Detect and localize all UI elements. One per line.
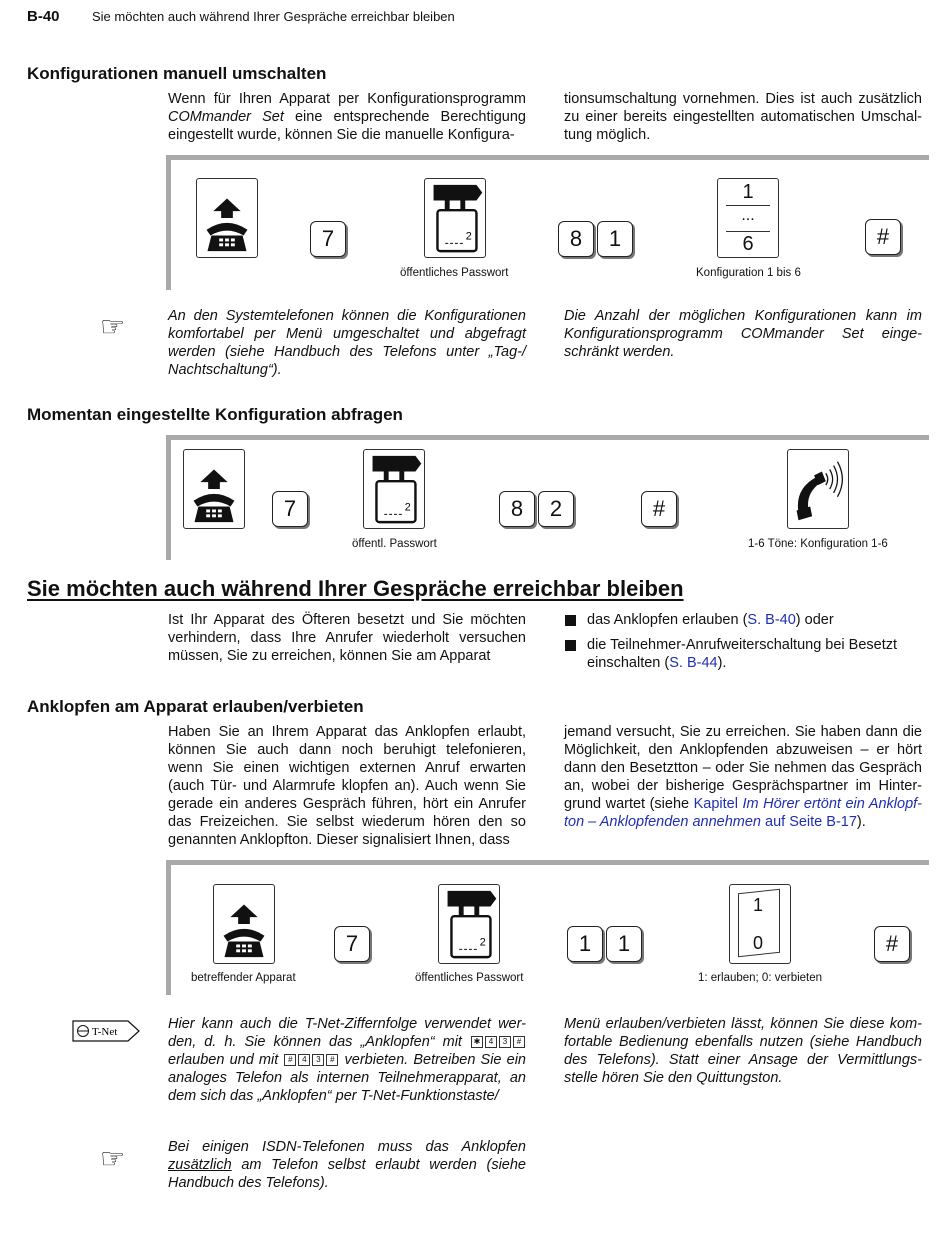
config-selector-icon: 1 ... 6 — [717, 178, 779, 258]
lift-handset-icon — [213, 884, 275, 964]
note-col2: Die Anzahl der möglichen Konfigurationen kann im Konfigurationsprogramm COMmander Set einge-schränkt werden. — [564, 308, 922, 360]
intro-col2: tionsumschaltung vornehmen. Dies ist auch zusätzlich zu einer bereits eingestellten automatischen Umschal-tung möglich. — [564, 91, 922, 143]
key-1: 1 — [567, 926, 603, 962]
key-hash: # — [641, 491, 677, 527]
section-title-query-config: Momentan eingestellte Konfiguration abfragen — [27, 405, 403, 424]
bullet-call-forwarding: die Teilnehmer-Anrufweiterschaltung bei Besetzt einschalten (S. B-44). — [587, 637, 898, 671]
call-waiting-col1: Haben Sie an Ihrem Apparat das Anklopfen erlaubt, können Sie auch dann noch beruhigt telefonieren, wenn Sie einen wichtigen externen Anruf erwarten (auch Tür- und Alarmrufe klopfen an). Auch wenn Sie gerade ein anderes Gespräch führen, hört ein Anrufer das Freizeichen. Sie selbst wiederum hören den so genannten Anklopfton. Dieser signalisiert Ihnen, dass — [168, 724, 526, 848]
procedure-box-config-switch — [166, 155, 929, 290]
running-title: Sie möchten auch während Ihrer Gespräche erreichbar bleiben — [92, 9, 455, 24]
caption-public-password: öffentliches Passwort — [400, 267, 509, 279]
padlock-password-icon — [424, 178, 486, 258]
chapter-intro: Ist Ihr Apparat des Öfteren besetzt und Sie möchten verhindern, dass Ihre Anrufer wiederholt versuchen müssen, Sie zu erreichen, können Sie am Apparat — [168, 612, 526, 664]
section-title-config-switch: Konfigurationen manuell umschalten — [27, 64, 327, 83]
chapter-title: Sie möchten auch während Ihrer Gespräche erreichbar bleiben — [27, 576, 684, 601]
ringing-tone-icon — [787, 449, 849, 529]
key-7: 7 — [310, 221, 346, 257]
link-chapter[interactable]: Kapitel Im Hörer ertönt ein Anklopf-ton – Anklopfenden annehmen auf Seite B-17 — [564, 796, 922, 830]
link-b44[interactable]: S. B-44 — [669, 655, 718, 671]
bullet-marker — [565, 640, 576, 651]
key-hash: # — [874, 926, 910, 962]
caption-public-password: öffentliches Passwort — [415, 972, 524, 984]
note-col1: An den Systemtelefonen können die Konfigurationen komfortabel per Menü umgeschaltet und abgefragt werden (siehe Handbuch des Telefons unter „Tag-/ Nachtschaltung“). — [168, 308, 526, 378]
call-waiting-col2: jemand versucht, Sie zu erreichen. Sie haben dann die Möglichkeit, den Anklopfenden abzuweisen – er hört dann den Besetztton – oder Sie nehmen das Gespräch an, wobei der bisherige Gesprächspartner im Hinter-grund wartet (siehe Kapitel Im Hörer ertönt ein Anklopf-ton – Anklopfenden annehmen auf Seite B-17). — [564, 724, 922, 830]
tnet-note-col2: Menü erlauben/verbieten lässt, können Sie diese kom-fortable Bedienung ebenfalls nutzen (siehe Handbuch des Telefons). Statt einer Ansage der Vermittlungs-stelle hören Sie den Quittungston. — [564, 1016, 922, 1086]
caption-public-password-short: öffentl. Passwort — [352, 538, 437, 550]
caption-config-range: Konfiguration 1 bis 6 — [696, 267, 801, 279]
link-b40[interactable]: S. B-40 — [747, 612, 796, 628]
key-7: 7 — [272, 491, 308, 527]
caption-phone: betreffender Apparat — [191, 972, 296, 984]
toggle-switch-icon: 1 0 — [729, 884, 791, 964]
padlock-password-icon — [363, 449, 425, 529]
key-2: 2 — [538, 491, 574, 527]
key-1: 1 — [597, 221, 633, 257]
key-7: 7 — [334, 926, 370, 962]
isdn-note: Bei einigen ISDN-Telefonen muss das Anklopfen zusätzlich am Telefon selbst erlaubt werden (siehe Handbuch des Telefons). — [168, 1139, 526, 1191]
caption-toggle: 1: erlauben; 0: verbieten — [698, 972, 823, 984]
pointing-hand-icon: ☞ — [100, 1143, 126, 1174]
key-1: 1 — [606, 926, 642, 962]
tnet-label: T-Net — [92, 1026, 118, 1038]
pointing-hand-icon: ☞ — [100, 311, 126, 342]
padlock-password-icon — [438, 884, 500, 964]
key-hash: # — [865, 219, 901, 255]
lift-handset-icon — [183, 449, 245, 529]
page-number: B-40 — [27, 8, 60, 25]
bullet-marker — [565, 615, 576, 626]
key-8: 8 — [558, 221, 594, 257]
tnet-badge-icon — [72, 1020, 140, 1042]
section-title-call-waiting: Anklopfen am Apparat erlauben/verbieten — [27, 697, 364, 716]
bullet-allow-call-waiting: das Anklopfen erlauben (S. B-40) oder — [587, 612, 834, 628]
intro-col1: Wenn für Ihren Apparat per Konfigurationsprogramm COMmander Set eine entsprechende Berechtigung eingestellt wurde, können Sie die manuelle Konfigura- — [168, 91, 526, 143]
caption-tones: 1-6 Töne: Konfiguration 1-6 — [748, 538, 888, 550]
key-8: 8 — [499, 491, 535, 527]
tnet-note-col1: Hier kann auch die T-Net-Ziffernfolge verwendet wer-den, d. h. Sie können das „Anklopfen“ mit ✱ 4 3 # erlauben und mit # 4 3 # verbieten. Betreiben Sie ein analoges Telefon als internen Teilnehmerapparat, an dem sich das „Anklopfen“ per T-Net-Funktionstaste/ — [168, 1016, 526, 1104]
lift-handset-icon — [196, 178, 258, 258]
